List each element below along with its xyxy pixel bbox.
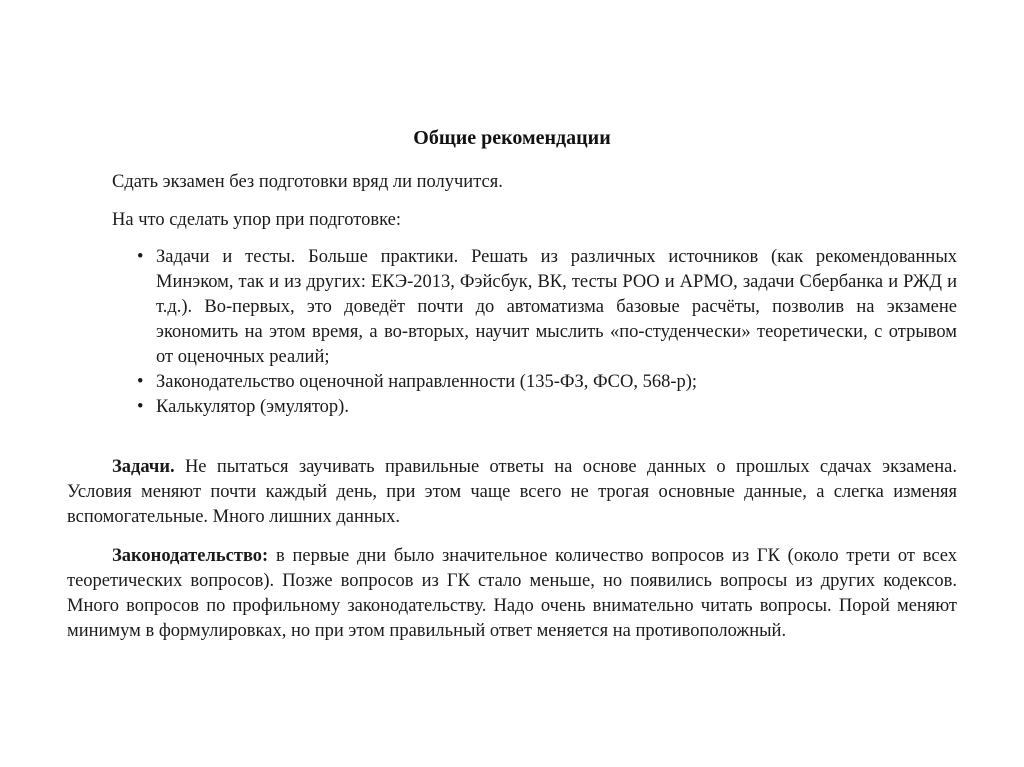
bullet-icon: • <box>137 372 144 392</box>
list-item <box>137 370 957 395</box>
bullet-icon: • <box>137 397 144 417</box>
tasks-label: Задачи. <box>112 457 175 477</box>
tasks-text: Не пытаться заучивать правильные ответы на основе данных о прошлых сдачах экзамена. Условия меняют почти каждый день, при этом чаще всего не трогая основные данные, а слегка изменяя вспомогательные. Много лишних данных. <box>67 457 957 527</box>
intro-paragraph-1: Сдать экзамен без подготовки вряд ли получится. <box>112 172 503 192</box>
law-paragraph <box>67 544 957 644</box>
list-item-text: Задачи и тесты. Больше практики. Решать из различных источников (как рекомендованных Минэком, так и из других: ЕКЭ-2013, Фэйсбук, ВК, тесты РОО и АРМО, задачи Сбербанка и РЖД и т.д.). Во-первых, это доведёт почти до автоматизма базовые расчёты, позволив на экзамене экономить на этом время, а во-вторых, научит мыслить «по-студенчески» теоретически, с отрывом от оценочных реалий; <box>156 247 957 367</box>
list-item-text: Калькулятор (эмулятор). <box>156 397 349 417</box>
law-text: в первые дни было значительное количество вопросов из ГК (около трети от всех теоретических вопросов). Позже вопросов из ГК стало меньше, но появились вопросы из других кодексов. Много вопросов по профильному законодательству. Надо очень внимательно читать вопросы. Порой меняют минимум в формулировках, но при этом правильный ответ меняется на противоположный. <box>67 546 957 641</box>
intro-paragraph-2: На что сделать упор при подготовке: <box>112 210 401 230</box>
list-item-text: Законодательство оценочной направленности (135-ФЗ, ФСО, 568-р); <box>156 372 698 392</box>
list-item <box>137 245 957 370</box>
recommendations-list <box>137 245 957 420</box>
law-label: Законодательство: <box>112 546 269 566</box>
tasks-paragraph <box>67 455 957 530</box>
list-item <box>137 395 957 420</box>
bullet-icon: • <box>137 247 144 267</box>
page-title: Общие рекомендации <box>413 127 611 149</box>
